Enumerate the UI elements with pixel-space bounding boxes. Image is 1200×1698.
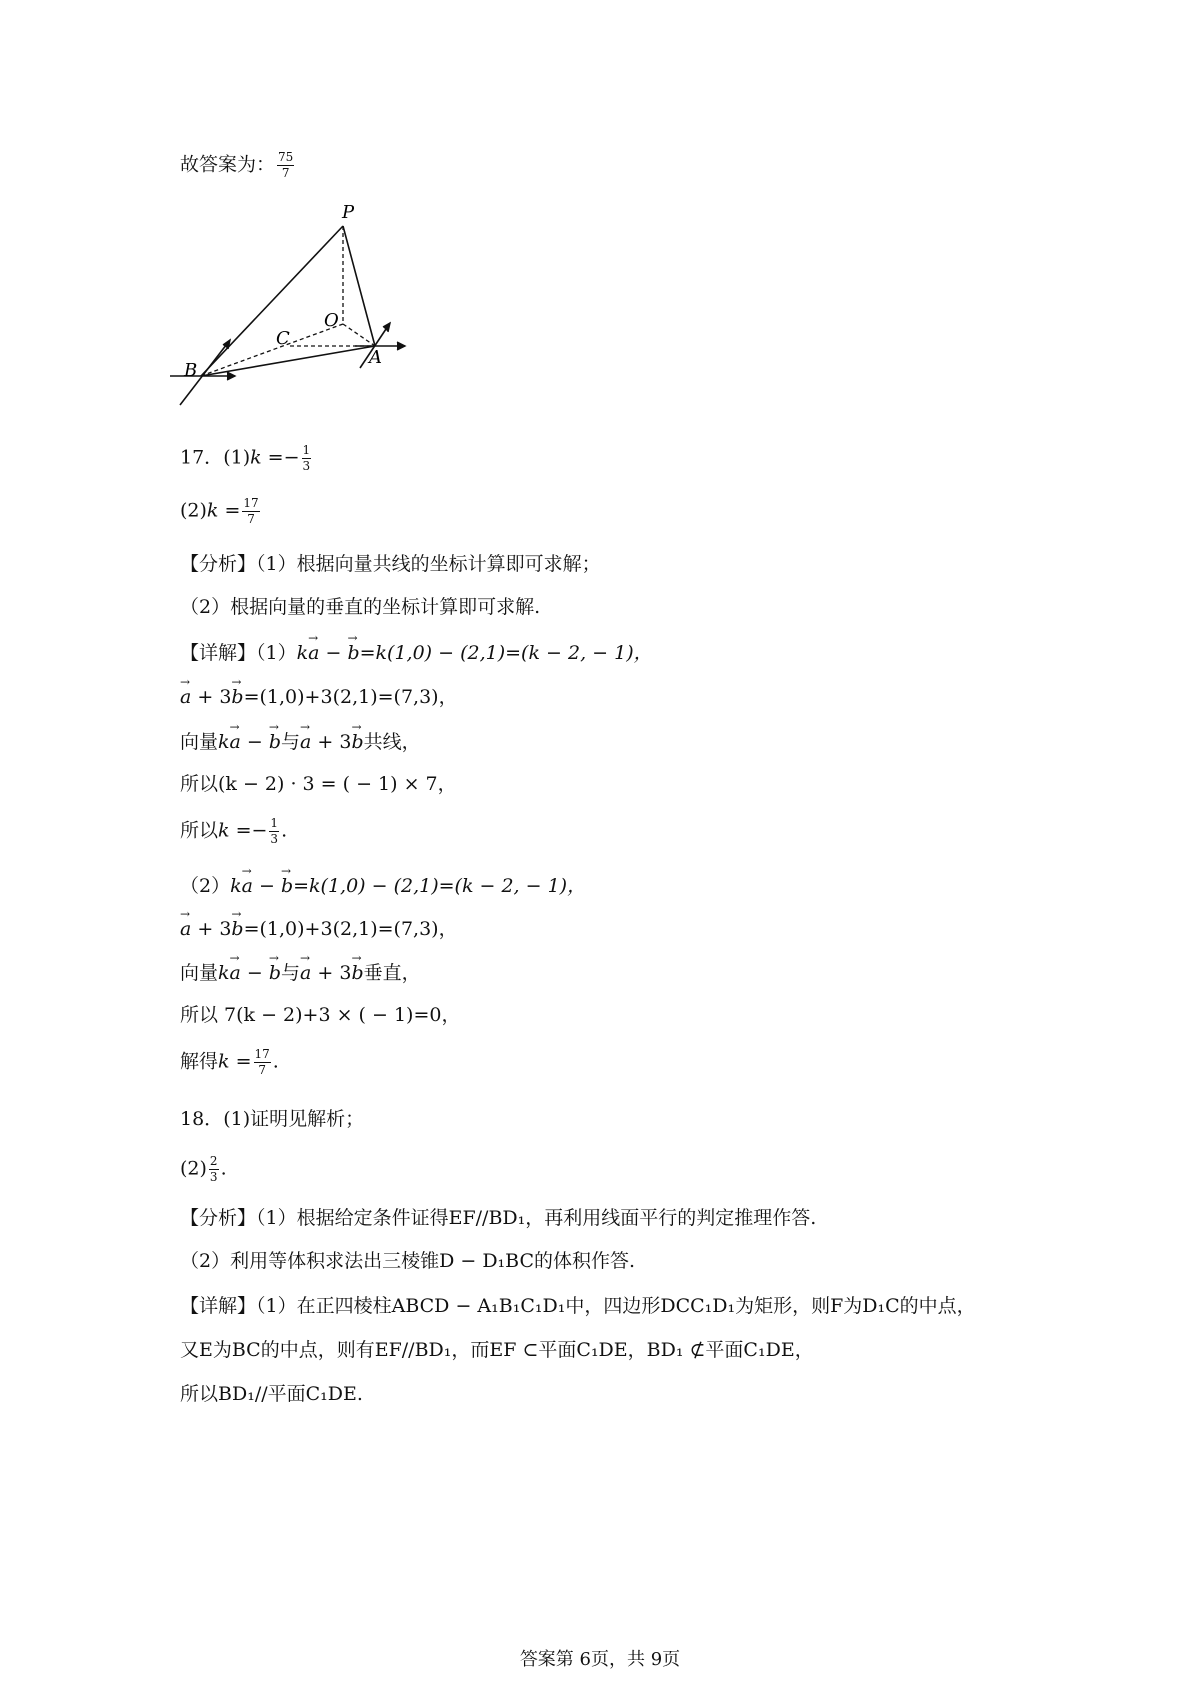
q18-part1-answer: 18．(1)证明见解析；	[180, 1108, 365, 1130]
edge-PB	[201, 226, 343, 376]
answer-intro: 故答案为：	[180, 153, 276, 176]
q17-detail2-line3: 向量k→ a − → b与→ a + 3→ b垂直，	[180, 962, 421, 985]
q17-detail-line1: 【详解】（1）k→ a − → b=k(1,0) − (2,1)=(k − 2, − 1)，	[180, 642, 653, 665]
q18-analysis-2: （2）利用等体积求法出三棱锥D − D₁BC的体积作答.	[180, 1250, 636, 1272]
q17-part2-answer: (2)k = $\frac{17}{7}$	[180, 496, 259, 526]
q17-detail-line4: 所以(k − 2) · 3 = ( − 1) × 7，	[180, 773, 457, 795]
q17-detail2-line4: 所以 7(k − 2)+3 × ( − 1)=0，	[180, 1004, 461, 1026]
q18-detail-2: 又E为BC的中点，则有EF//BD₁，而EF ⊂平面C₁DE，BD₁ ⊄平面C₁DE，	[180, 1339, 814, 1361]
q17-detail-line3: 向量k→ a − → b与→ a + 3→ b共线，	[180, 731, 421, 754]
answer-line	[180, 150, 296, 181]
label-O: O	[324, 310, 339, 331]
label-B: B	[184, 360, 198, 381]
pyramid-figure	[160, 200, 420, 410]
edge-PA	[343, 226, 375, 346]
q17-analysis-1: 【分析】（1）根据向量共线的坐标计算即可求解；	[180, 553, 601, 575]
q17-detail-line2: → a + 3→ b=(1,0)+3(2,1)=(7,3)，	[180, 686, 458, 709]
q18-part2-answer: (2) $\frac{2}{3}$ .	[180, 1154, 227, 1184]
answer-fraction: $\frac{75}{7}$	[278, 150, 294, 180]
q17-detail2-line2: → a + 3→ b=(1,0)+3(2,1)=(7,3)，	[180, 918, 458, 941]
q17-detail2-line1: （2）k→ a − → b=k(1,0) − (2,1)=(k − 2, − 1)，	[180, 875, 586, 898]
q18-detail-1: 【详解】（1）在正四棱柱ABCD − A₁B₁C₁D₁中，四边形DCC₁D₁为矩形，则F为D₁C的中点，	[180, 1295, 976, 1317]
q18-detail-3: 所以BD₁//平面C₁DE.	[180, 1383, 363, 1405]
page-footer: 答案第 6页，共 9页	[519, 1649, 681, 1670]
label-P: P	[342, 202, 355, 223]
q17-analysis-2: （2）根据向量的垂直的坐标计算即可求解.	[180, 596, 541, 618]
label-C: C	[276, 328, 290, 349]
q18-analysis-1: 【分析】（1）根据给定条件证得EF//BD₁，再利用线面平行的判定推理作答.	[180, 1207, 817, 1229]
edge-BA	[201, 346, 375, 376]
q17-part1-answer: 17．(1)k =− $\frac{1}{3}$	[180, 443, 311, 473]
label-A: A	[369, 347, 382, 368]
q17-detail2-line5: 解得k = $\frac{17}{7}$ .	[180, 1047, 279, 1077]
q17-detail-line5: 所以k =− $\frac{1}{3}$ .	[180, 816, 288, 846]
